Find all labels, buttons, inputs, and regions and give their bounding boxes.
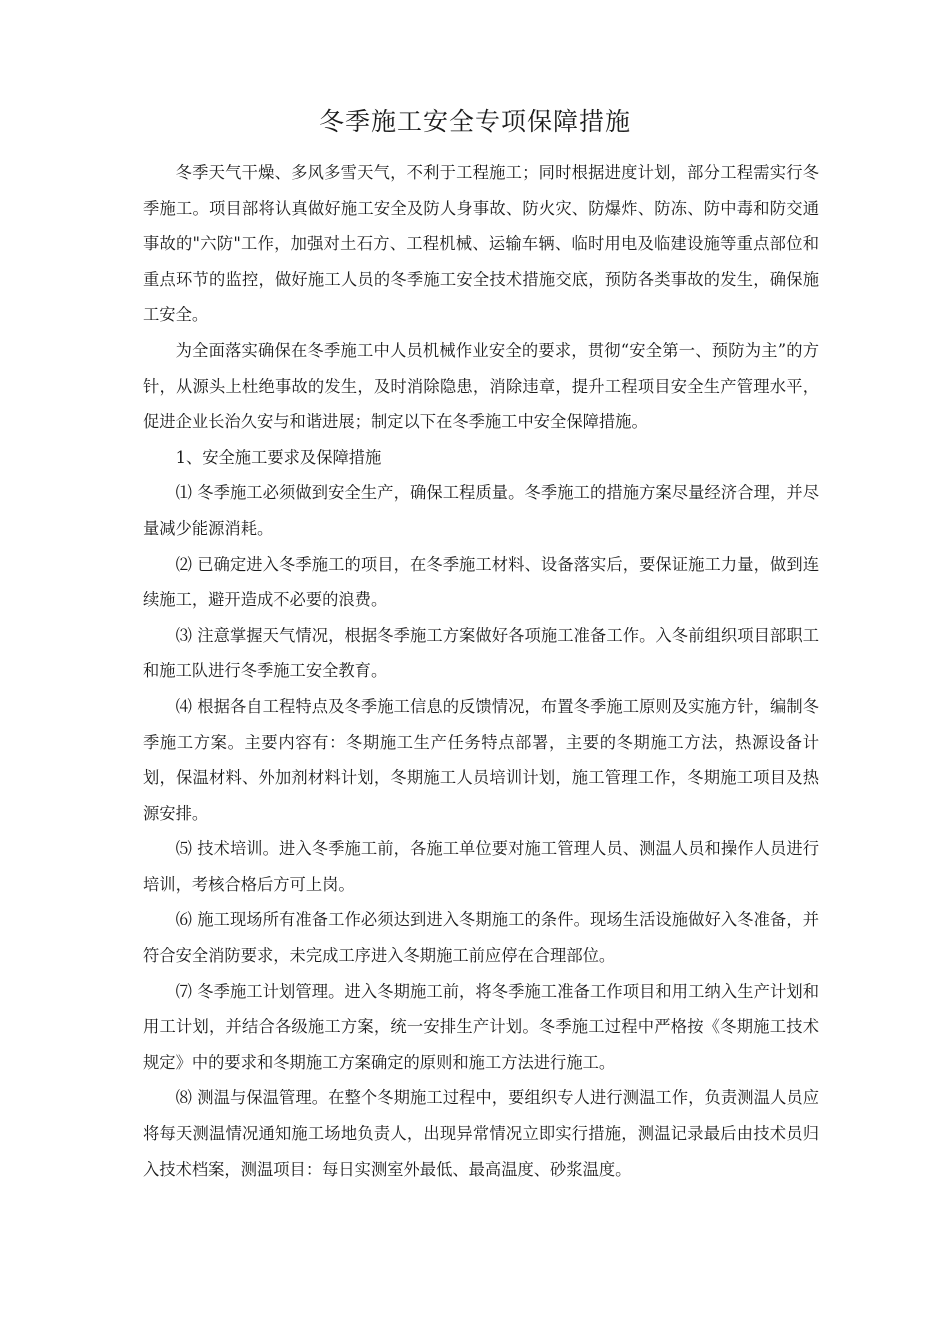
- list-item-2: ⑵ 已确定进入冬季施工的项目，在冬季施工材料、设备落实后，要保证施工力量，做到连续施工，避开造成不必要的浪费。: [143, 554, 819, 610]
- paragraph-intro: 冬季天气干燥、多风多雪天气，不利于工程施工；同时根据进度计划，部分工程需实行冬季施工。项目部将认真做好施工安全及防人身事故、防火灾、防爆炸、防冻、防中毒和防交通事故的"六防"工作，加强对土石方、工程机械、运输车辆、临时用电及临建设施等重点部位和重点环节的监控，做好施工人员的冬季施工安全技术措施交底，预防各类事故的发生，确保施工安全。: [143, 163, 819, 325]
- list-item-5: ⑸ 技术培训。进入冬季施工前，各施工单位要对施工管理人员、测温人员和操作人员进行培训，考核合格后方可上岗。: [143, 839, 819, 894]
- list-item-1: ⑴ 冬季施工必须做到安全生产，确保工程质量。冬季施工的措施方案尽量经济合理，并尽量减少能源消耗。: [143, 483, 819, 538]
- document-title: 冬季施工安全专项保障措施: [318, 107, 631, 136]
- paragraph-purpose: 为全面落实确保在冬季施工中人员机械作业安全的要求，贯彻“安全第一、预防为主”的方针，从源头上杜绝事故的发生，及时消除隐患，消除违章，提升工程项目安全生产管理水平，促进企业长治久安与和谐进展；制定以下在冬季施工中安全保障措施。: [143, 340, 819, 432]
- list-item-4: ⑷ 根据各自工程特点及冬季施工信息的反馈情况，布置冬季施工原则及实施方针，编制冬季施工方案。主要内容有：冬期施工生产任务特点部署，主要的冬期施工方法，热源设备计划，保温材料、外加剂材料计划，冬期施工人员培训计划，施工管理工作，冬期施工项目及热源安排。: [143, 696, 819, 823]
- list-item-8: ⑻ 测温与保温管理。在整个冬期施工过程中，要组织专人进行测温工作，负责测温人员应将每天测温情况通知施工场地负责人，出现异常情况立即实行措施，测温记录最后由技术员归入技术档案，测温项目：每日实测室外最低、最高温度、砂浆温度。: [143, 1088, 819, 1179]
- document-body: [143, 155, 819, 1187]
- list-item-6: ⑹ 施工现场所有准备工作必须达到进入冬期施工的条件。现场生活设施做好入冬准备，并符合安全消防要求，未完成工序进入冬期施工前应停在合理部位。: [143, 910, 819, 966]
- section-heading: 1、安全施工要求及保障措施: [175, 447, 382, 467]
- list-item-3: ⑶ 注意掌握天气情况，根据冬季施工方案做好各项施工准备工作。入冬前组织项目部职工和施工队进行冬季施工安全教育。: [143, 625, 819, 681]
- list-item-7: ⑺ 冬季施工计划管理。进入冬期施工前，将冬季施工准备工作项目和用工纳入生产计划和用工计划，并结合各级施工方案，统一安排生产计划。冬季施工过程中严格按《冬期施工技术规定》中的要求和冬期施工方案确定的原则和施工方法进行施工。: [143, 981, 819, 1072]
